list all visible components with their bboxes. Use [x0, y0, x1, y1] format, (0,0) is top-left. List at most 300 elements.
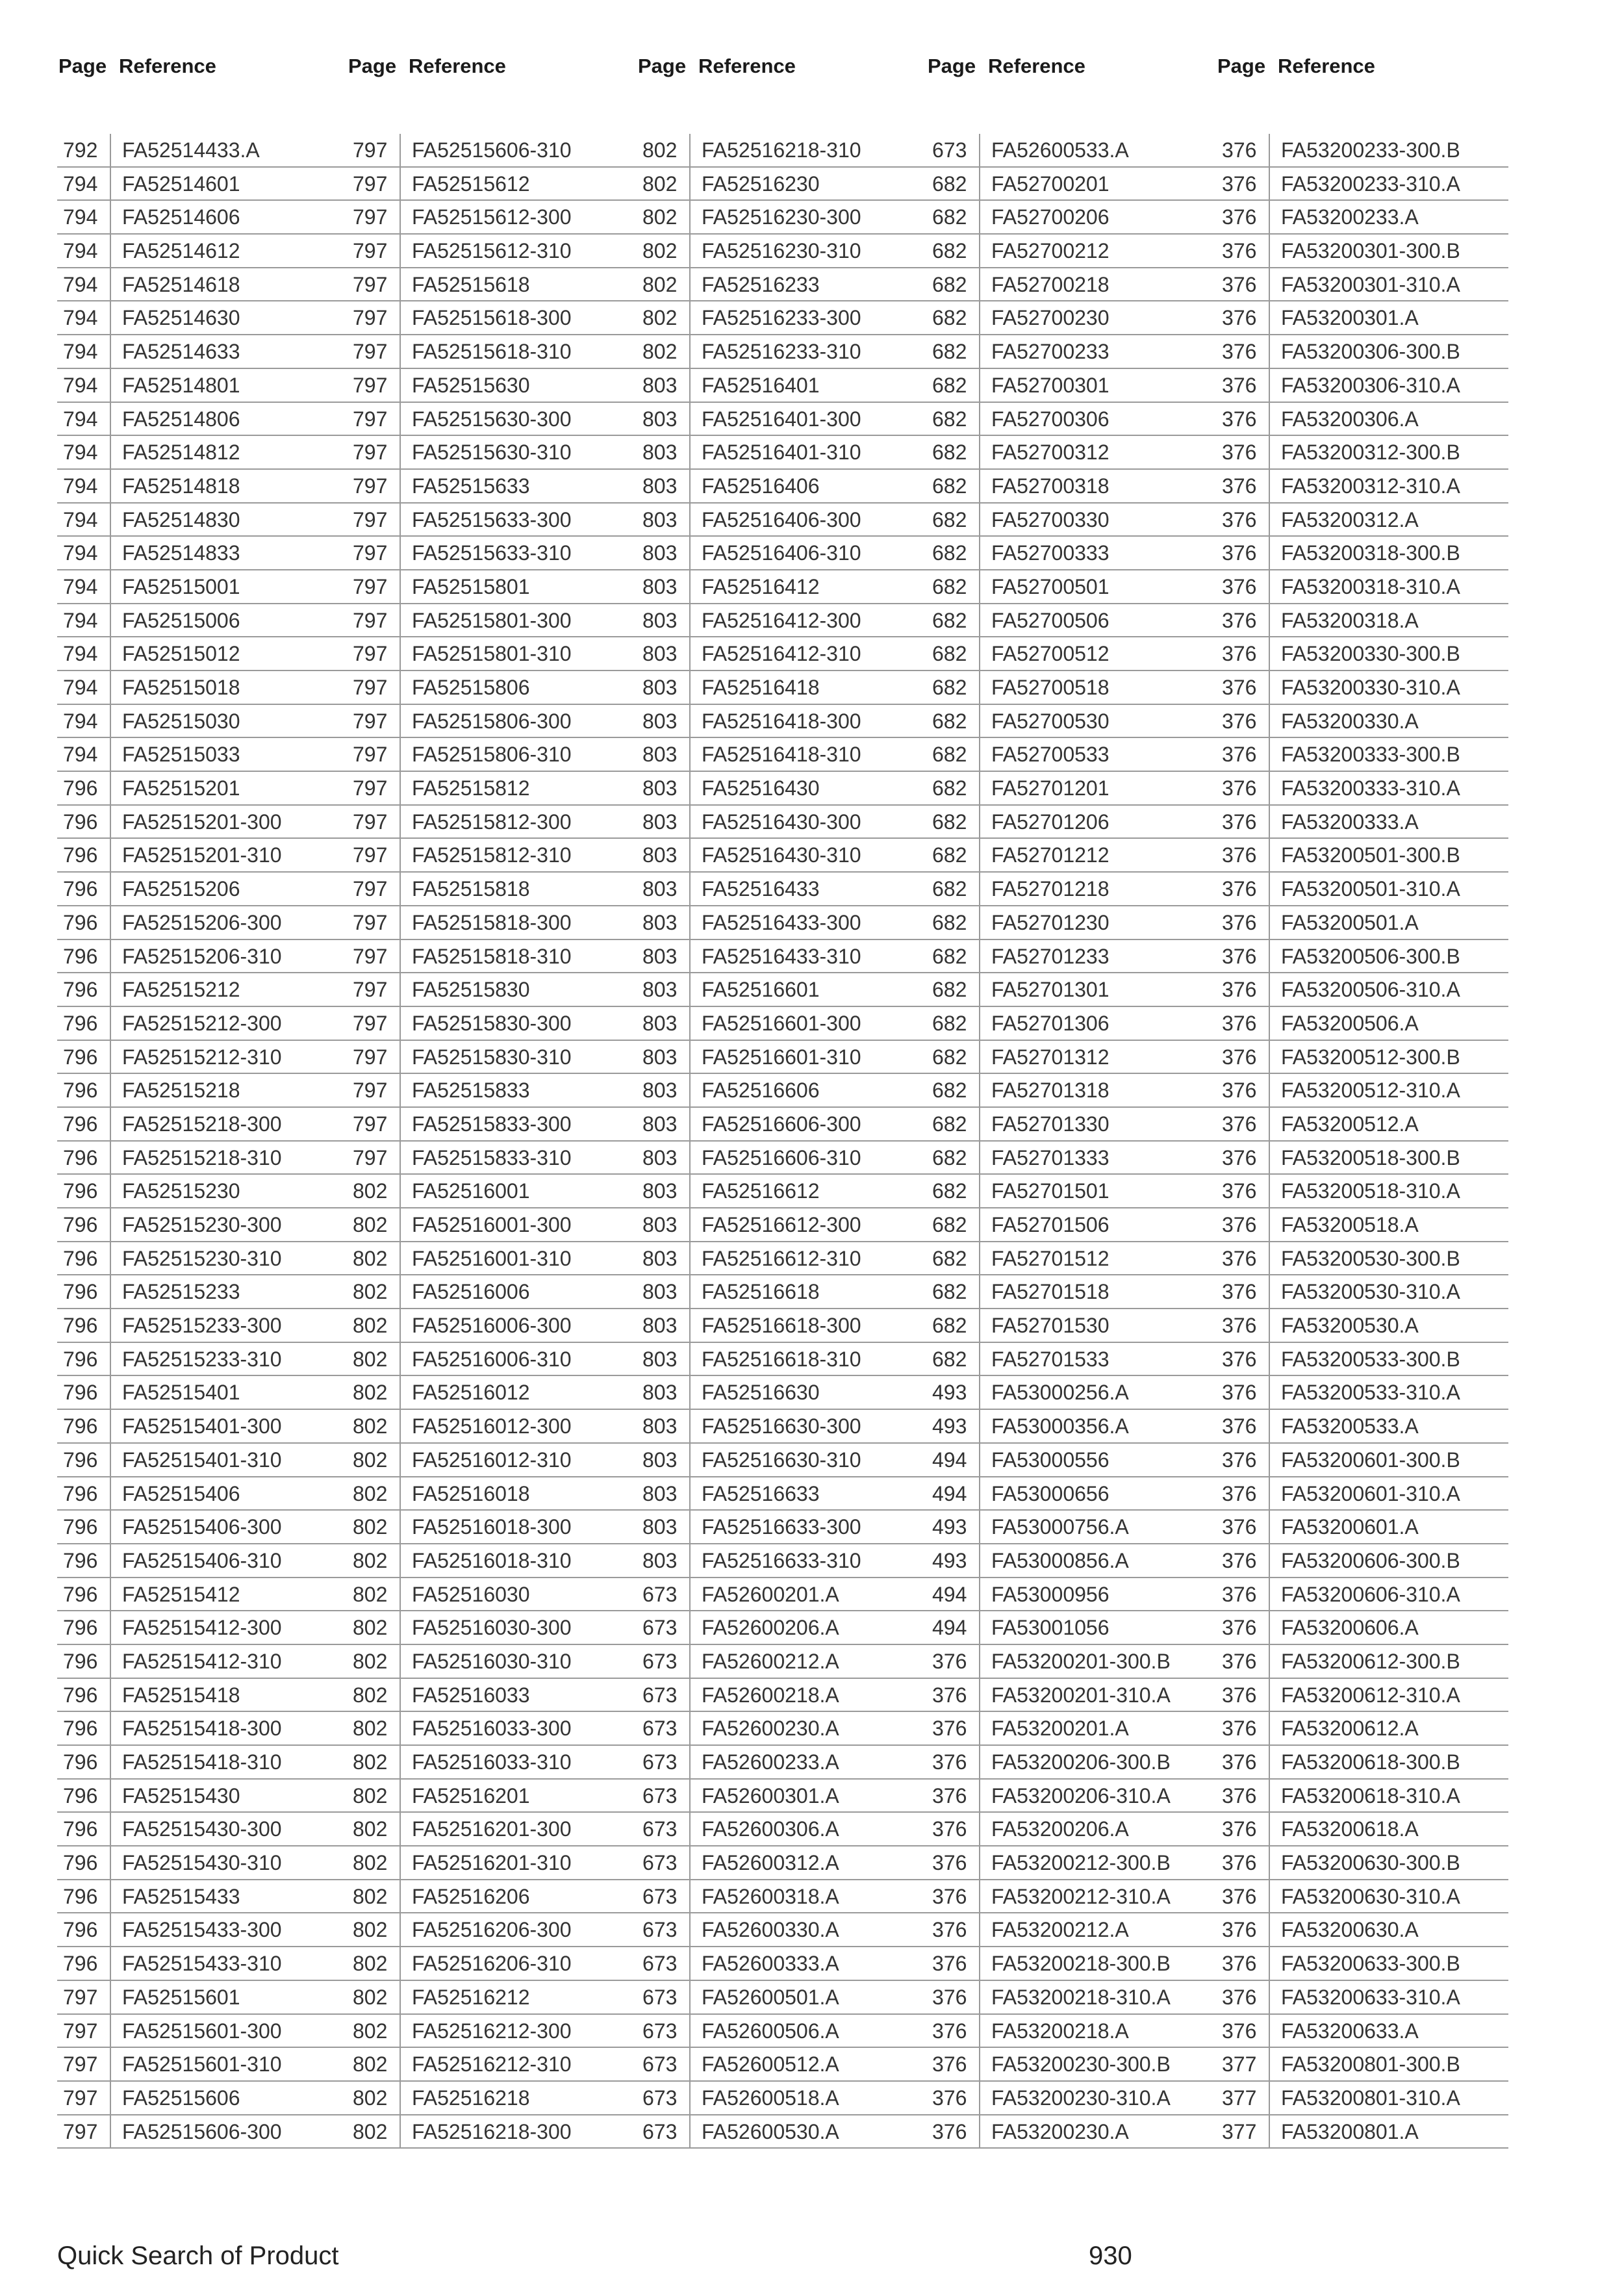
- reference-cell: FA52516418-310: [702, 743, 861, 767]
- page-number-cell: 803: [637, 772, 691, 804]
- table-row: [57, 1343, 349, 1377]
- reference-cell: FA52516601-310: [702, 1045, 861, 1069]
- reference-cell: FA52516001-310: [412, 1246, 572, 1270]
- reference-cell: FA52516412-300: [702, 608, 861, 632]
- reference-cell: FA53200618-310.A: [1281, 1783, 1460, 1808]
- reference-cell: FA52516233-300: [702, 306, 861, 330]
- reference-cell: FA52515418: [122, 1683, 240, 1707]
- table-row: [347, 201, 639, 235]
- reference-cell: FA52516633-310: [702, 1548, 861, 1572]
- page-number-cell: 794: [57, 301, 111, 334]
- table-row: [57, 268, 349, 302]
- reference-cell: FA52701333: [991, 1145, 1110, 1169]
- table-row: [1216, 1175, 1508, 1208]
- table-row: [637, 1981, 929, 2015]
- reference-cell: FA52600512.A: [702, 2052, 839, 2076]
- page-number-cell: 802: [347, 1679, 401, 1711]
- page-number-cell: 796: [57, 1309, 111, 1342]
- reference-cell: FA53200506-310.A: [1281, 978, 1460, 1002]
- page-number-cell: 682: [926, 235, 980, 267]
- table-row: [1216, 301, 1508, 335]
- table-row: [1216, 1880, 1508, 1914]
- table-row: [57, 1511, 349, 1544]
- table-row: [637, 973, 929, 1007]
- page-column-heading: Page: [1217, 55, 1266, 77]
- reference-cell: FA52516201-300: [412, 1817, 572, 1841]
- page-number-cell: 797: [347, 1142, 401, 1174]
- reference-cell: FA53200512.A: [1281, 1112, 1419, 1136]
- reference-cell: FA53200206-300.B: [991, 1750, 1171, 1774]
- page-number-cell: 802: [347, 2048, 401, 2080]
- page-number-cell: 682: [926, 806, 980, 838]
- reference-cell: FA52516033: [412, 1683, 530, 1707]
- page-number-cell: 802: [347, 1981, 401, 2013]
- table-row: [57, 1108, 349, 1142]
- table-row: [1216, 1947, 1508, 1981]
- page-number-cell: 796: [57, 873, 111, 905]
- page-number-cell: 376: [1216, 1880, 1270, 1913]
- table-row: [347, 1376, 639, 1410]
- page-number-cell: 796: [57, 1410, 111, 1442]
- table-row: [57, 1477, 349, 1511]
- page-number-cell: 797: [347, 504, 401, 536]
- table-row: [347, 1712, 639, 1746]
- reference-cell: FA53200630-300.B: [1281, 1851, 1460, 1875]
- page-number-cell: 376: [1216, 1142, 1270, 1174]
- reference-cell: FA53200330.A: [1281, 709, 1419, 733]
- table-row: [637, 1880, 929, 1914]
- table-row: [926, 1275, 1219, 1309]
- table-row: [637, 1544, 929, 1578]
- reference-cell: FA53200533-300.B: [1281, 1347, 1460, 1371]
- table-row: [926, 1376, 1219, 1410]
- reference-cell: FA53200312-300.B: [1281, 441, 1460, 465]
- table-row: [57, 906, 349, 940]
- reference-cell: FA52515212-300: [122, 1011, 282, 1035]
- page-number-cell: 796: [57, 906, 111, 939]
- page-number-cell: 673: [637, 1780, 691, 1812]
- reference-cell: FA52515412-300: [122, 1616, 282, 1640]
- reference-cell: FA52516430-300: [702, 810, 861, 834]
- reference-cell: FA52515830-310: [412, 1045, 572, 1069]
- table-row: [926, 1477, 1219, 1511]
- table-row: [57, 671, 349, 705]
- table-row: [57, 1309, 349, 1343]
- page-number-cell: 797: [347, 940, 401, 973]
- page-number-cell: 376: [926, 1981, 980, 2013]
- reference-cell: FA52515230-310: [122, 1246, 282, 1270]
- page-number-cell: 493: [926, 1410, 980, 1442]
- page-number-cell: 802: [347, 1309, 401, 1342]
- table-row: [926, 1947, 1219, 1981]
- reference-cell: FA52515018: [122, 676, 240, 699]
- table-row: [1216, 1309, 1508, 1343]
- table-row: [347, 436, 639, 470]
- page-number-cell: 673: [637, 1913, 691, 1946]
- table-row: [926, 940, 1219, 974]
- reference-cell: FA52516201: [412, 1783, 530, 1808]
- table-row: [347, 1679, 639, 1713]
- page-number-cell: 682: [926, 301, 980, 334]
- reference-cell: FA52600333.A: [702, 1952, 839, 1976]
- table-row: [637, 403, 929, 437]
- table-row: [1216, 268, 1508, 302]
- table-row: [1216, 2015, 1508, 2049]
- page-number-cell: 802: [347, 2082, 401, 2114]
- reference-cell: FA53200333-310.A: [1281, 776, 1460, 800]
- reference-cell: FA53200330-310.A: [1281, 676, 1460, 699]
- page-number-cell: 797: [347, 369, 401, 402]
- table-row: [347, 1208, 639, 1242]
- page-number-cell: 673: [637, 1611, 691, 1644]
- table-row: [57, 436, 349, 470]
- table-row: [1216, 637, 1508, 671]
- reference-cell: FA52515230: [122, 1179, 240, 1203]
- table-row: [637, 570, 929, 604]
- page-number-cell: 797: [347, 301, 401, 334]
- reference-cell: FA53200318.A: [1281, 608, 1419, 632]
- page-number-cell: 682: [926, 973, 980, 1006]
- index-rows: [1216, 134, 1508, 2149]
- page-number-cell: 794: [57, 168, 111, 200]
- table-row: [57, 1880, 349, 1914]
- table-row: [347, 973, 639, 1007]
- table-row: [347, 738, 639, 772]
- reference-cell: FA52515606-300: [122, 2119, 282, 2143]
- page-number-cell: 797: [347, 570, 401, 603]
- page-number-cell: 673: [637, 1981, 691, 2013]
- reference-cell: FA52701301: [991, 978, 1110, 1002]
- page-number-cell: 682: [926, 1108, 980, 1140]
- reference-cell: FA53200612-310.A: [1281, 1683, 1460, 1707]
- page-number-cell: 794: [57, 335, 111, 368]
- reference-cell: FA52515630: [412, 373, 530, 397]
- reference-cell: FA53200330-300.B: [1281, 642, 1460, 666]
- table-row: [926, 1544, 1219, 1578]
- reference-cell: FA52701512: [991, 1246, 1110, 1270]
- reference-cell: FA52514806: [122, 407, 240, 431]
- table-row: [347, 335, 639, 369]
- page-number-cell: 794: [57, 470, 111, 502]
- page-number-cell: 376: [1216, 1780, 1270, 1812]
- table-row: [926, 1208, 1219, 1242]
- table-row: [926, 1645, 1219, 1679]
- reference-cell: FA52700506: [991, 608, 1110, 632]
- reference-cell: FA52515218: [122, 1079, 240, 1103]
- page-number-cell: 802: [347, 1376, 401, 1409]
- reference-cell: FA52516012: [412, 1381, 530, 1405]
- table-row: [347, 1813, 639, 1846]
- table-row: [57, 235, 349, 268]
- table-row: [637, 1041, 929, 1075]
- page-number-cell: 802: [347, 1746, 401, 1778]
- reference-cell: FA52516030-300: [412, 1616, 572, 1640]
- page-number-cell: 794: [57, 436, 111, 468]
- reference-cell: FA52514812: [122, 441, 240, 465]
- page-number-cell: 376: [926, 2082, 980, 2114]
- page-number-cell: 797: [347, 973, 401, 1006]
- table-row: [637, 1947, 929, 1981]
- page-number-cell: 796: [57, 1343, 111, 1375]
- reference-cell: FA52515812-300: [412, 810, 572, 834]
- table-row: [926, 1981, 1219, 2015]
- reference-cell: FA52516033-310: [412, 1750, 572, 1774]
- table-row: [57, 335, 349, 369]
- page-number-cell: 802: [347, 1611, 401, 1644]
- page-number-cell: 803: [637, 1410, 691, 1442]
- table-row: [1216, 1007, 1508, 1041]
- page-number-cell: 682: [926, 504, 980, 536]
- page-number-cell: 802: [347, 1242, 401, 1275]
- table-row: [57, 1242, 349, 1276]
- table-row: [347, 1846, 639, 1880]
- table-row: [57, 1074, 349, 1108]
- table-row: [926, 1679, 1219, 1713]
- page-number-cell: 794: [57, 604, 111, 637]
- table-row: [926, 436, 1219, 470]
- page-number-cell: 797: [57, 1981, 111, 2013]
- page-number-cell: 376: [1216, 806, 1270, 838]
- table-row: [637, 1846, 929, 1880]
- reference-cell: FA52516633-300: [702, 1515, 861, 1539]
- reference-cell: FA52701318: [991, 1079, 1110, 1103]
- reference-cell: FA53200512-300.B: [1281, 1045, 1460, 1069]
- page-number-cell: 794: [57, 201, 111, 233]
- table-row: [926, 637, 1219, 671]
- reference-cell: FA53200601-310.A: [1281, 1481, 1460, 1505]
- page-number-cell: 376: [1216, 1712, 1270, 1744]
- page-number-cell: 673: [637, 1813, 691, 1845]
- table-row: [57, 738, 349, 772]
- table-row: [347, 1578, 639, 1612]
- page-number-cell: 673: [926, 134, 980, 166]
- column-header: [926, 51, 1219, 77]
- reference-cell: FA52701218: [991, 877, 1110, 901]
- reference-cell: FA53200306.A: [1281, 407, 1419, 431]
- table-row: [1216, 1511, 1508, 1544]
- reference-cell: FA52515201: [122, 776, 240, 800]
- reference-cell: FA52514818: [122, 474, 240, 498]
- page-number-cell: 797: [347, 671, 401, 704]
- reference-cell: FA52514633: [122, 340, 240, 364]
- table-row: [57, 637, 349, 671]
- table-row: [926, 1444, 1219, 1477]
- page-number-cell: 796: [57, 1242, 111, 1275]
- reference-cell: FA53200206.A: [991, 1817, 1129, 1841]
- table-row: [926, 1578, 1219, 1612]
- page-number-cell: 794: [57, 235, 111, 267]
- reference-cell: FA52516030: [412, 1582, 530, 1606]
- table-row: [637, 1679, 929, 1713]
- reference-cell: FA52514630: [122, 306, 240, 330]
- page-number-cell: 376: [1216, 1108, 1270, 1140]
- table-row: [637, 436, 929, 470]
- page-number-cell: 682: [926, 201, 980, 233]
- table-row: [926, 1780, 1219, 1813]
- reference-cell: FA52515401: [122, 1381, 240, 1405]
- reference-cell: FA53200633-310.A: [1281, 1985, 1460, 2009]
- reference-cell: FA52700312: [991, 441, 1110, 465]
- reference-cell: FA52600318.A: [702, 1884, 839, 1908]
- page-number-cell: 673: [637, 1947, 691, 1980]
- table-row: [1216, 1544, 1508, 1578]
- reference-cell: FA53200218-310.A: [991, 1985, 1171, 2009]
- reference-cell: FA52600233.A: [702, 1750, 839, 1774]
- reference-cell: FA53200301-300.B: [1281, 239, 1460, 263]
- reference-cell: FA52516233-310: [702, 340, 861, 364]
- table-row: [57, 1578, 349, 1612]
- page-number-cell: 493: [926, 1544, 980, 1577]
- page-number-cell: 803: [637, 470, 691, 502]
- page-number-cell: 796: [57, 772, 111, 804]
- reference-cell: FA52515212: [122, 978, 240, 1002]
- reference-cell: FA52516201-310: [412, 1851, 572, 1875]
- reference-cell: FA52516406-310: [702, 541, 861, 565]
- reference-cell: FA52515012: [122, 642, 240, 666]
- table-row: [1216, 973, 1508, 1007]
- page-number-cell: 682: [926, 570, 980, 603]
- page-number-cell: 682: [926, 436, 980, 468]
- reference-cell: FA52516618: [702, 1280, 820, 1304]
- table-row: [347, 168, 639, 201]
- page-number-cell: 682: [926, 738, 980, 771]
- page-number-cell: 802: [637, 235, 691, 267]
- table-row: [637, 537, 929, 570]
- page-number-cell: 797: [347, 873, 401, 905]
- page-number-cell: 803: [637, 637, 691, 670]
- table-row: [57, 1947, 349, 1981]
- reference-cell: FA52515218-300: [122, 1112, 282, 1136]
- table-row: [347, 1343, 639, 1377]
- page-number-cell: 376: [1216, 537, 1270, 569]
- reference-cell: FA52515433: [122, 1884, 240, 1908]
- reference-cell: FA53200612.A: [1281, 1717, 1419, 1741]
- page-number-cell: 802: [347, 1410, 401, 1442]
- table-row: [1216, 604, 1508, 638]
- reference-cell: FA52515633: [412, 474, 530, 498]
- reference-cell: FA52516433-310: [702, 944, 861, 968]
- reference-cell: FA52700333: [991, 541, 1110, 565]
- page-number-cell: 376: [1216, 2015, 1270, 2047]
- page-number-cell: 803: [637, 1511, 691, 1543]
- page-number-cell: 797: [347, 772, 401, 804]
- page-number-cell: 794: [57, 671, 111, 704]
- reference-cell: FA52516430: [702, 776, 820, 800]
- table-row: [1216, 1275, 1508, 1309]
- table-row: [347, 1410, 639, 1444]
- table-row: [1216, 570, 1508, 604]
- reference-cell: FA53200212.A: [991, 1918, 1129, 1942]
- page-number-cell: 803: [637, 806, 691, 838]
- table-row: [57, 537, 349, 570]
- reference-cell: FA53200533-310.A: [1281, 1381, 1460, 1405]
- reference-cell: FA52515612-300: [412, 205, 572, 229]
- table-row: [347, 1544, 639, 1578]
- table-row: [926, 2015, 1219, 2049]
- table-row: [1216, 873, 1508, 906]
- table-row: [347, 1477, 639, 1511]
- reference-cell: FA52516030-310: [412, 1649, 572, 1673]
- table-row: [637, 806, 929, 839]
- reference-cell: FA52516018: [412, 1481, 530, 1505]
- page-number-cell: 376: [1216, 973, 1270, 1006]
- reference-cell: FA52515430: [122, 1783, 240, 1808]
- reference-cell: FA53200306-310.A: [1281, 373, 1460, 397]
- table-row: [637, 504, 929, 537]
- table-row: [57, 1712, 349, 1746]
- page-number-cell: 796: [57, 1511, 111, 1543]
- page-number-cell: 796: [57, 1947, 111, 1980]
- page-number-cell: 794: [57, 403, 111, 435]
- table-row: [637, 1712, 929, 1746]
- table-row: [1216, 2082, 1508, 2115]
- table-row: [1216, 1645, 1508, 1679]
- table-row: [1216, 168, 1508, 201]
- reference-cell: FA52515033: [122, 743, 240, 767]
- reference-cell: FA52515801-300: [412, 608, 572, 632]
- table-row: [926, 470, 1219, 504]
- page-number-cell: 682: [926, 470, 980, 502]
- table-row: [57, 1981, 349, 2015]
- reference-cell: FA53200612-300.B: [1281, 1649, 1460, 1673]
- table-row: [57, 839, 349, 873]
- table-row: [637, 369, 929, 403]
- page-number-cell: 802: [347, 1544, 401, 1577]
- reference-cell: FA52516433-300: [702, 910, 861, 934]
- reference-cell: FA53200218.A: [991, 2019, 1129, 2043]
- table-row: [637, 705, 929, 739]
- table-row: [1216, 671, 1508, 705]
- page-number-cell: 796: [57, 1679, 111, 1711]
- page-number-cell: 376: [1216, 1041, 1270, 1073]
- page-number-cell: 796: [57, 1275, 111, 1308]
- table-row: [637, 2082, 929, 2115]
- table-row: [57, 470, 349, 504]
- table-row: [57, 1611, 349, 1645]
- table-row: [926, 2115, 1219, 2149]
- table-row: [1216, 839, 1508, 873]
- page-number-cell: 797: [347, 403, 401, 435]
- column-header: [57, 51, 349, 77]
- table-row: [926, 1410, 1219, 1444]
- table-row: [347, 403, 639, 437]
- reference-cell: FA52516601: [702, 978, 820, 1002]
- reference-cell: FA52515418-300: [122, 1717, 282, 1741]
- page-number-cell: 682: [926, 268, 980, 301]
- table-row: [1216, 1913, 1508, 1947]
- reference-cell: FA53200501.A: [1281, 910, 1419, 934]
- page-number-cell: 376: [1216, 1074, 1270, 1106]
- page-number-cell: 376: [1216, 906, 1270, 939]
- reference-cell: FA52516418: [702, 676, 820, 699]
- page-number-cell: 802: [347, 1846, 401, 1879]
- reference-cell: FA53200501-300.B: [1281, 843, 1460, 867]
- reference-cell: FA53200518-300.B: [1281, 1145, 1460, 1169]
- reference-cell: FA52516401-310: [702, 441, 861, 465]
- reference-cell: FA53200312.A: [1281, 507, 1419, 531]
- table-row: [57, 134, 349, 168]
- table-row: [1216, 1108, 1508, 1142]
- reference-cell: FA52600533.A: [991, 138, 1129, 162]
- page-number-cell: 803: [637, 1142, 691, 1174]
- reference-cell: FA53000956: [991, 1582, 1110, 1606]
- reference-cell: FA53200801.A: [1281, 2119, 1419, 2143]
- page-number-cell: 796: [57, 1780, 111, 1812]
- table-row: [57, 570, 349, 604]
- reference-cell: FA52516406: [702, 474, 820, 498]
- table-row: [347, 671, 639, 705]
- reference-column-heading: Reference: [119, 55, 216, 77]
